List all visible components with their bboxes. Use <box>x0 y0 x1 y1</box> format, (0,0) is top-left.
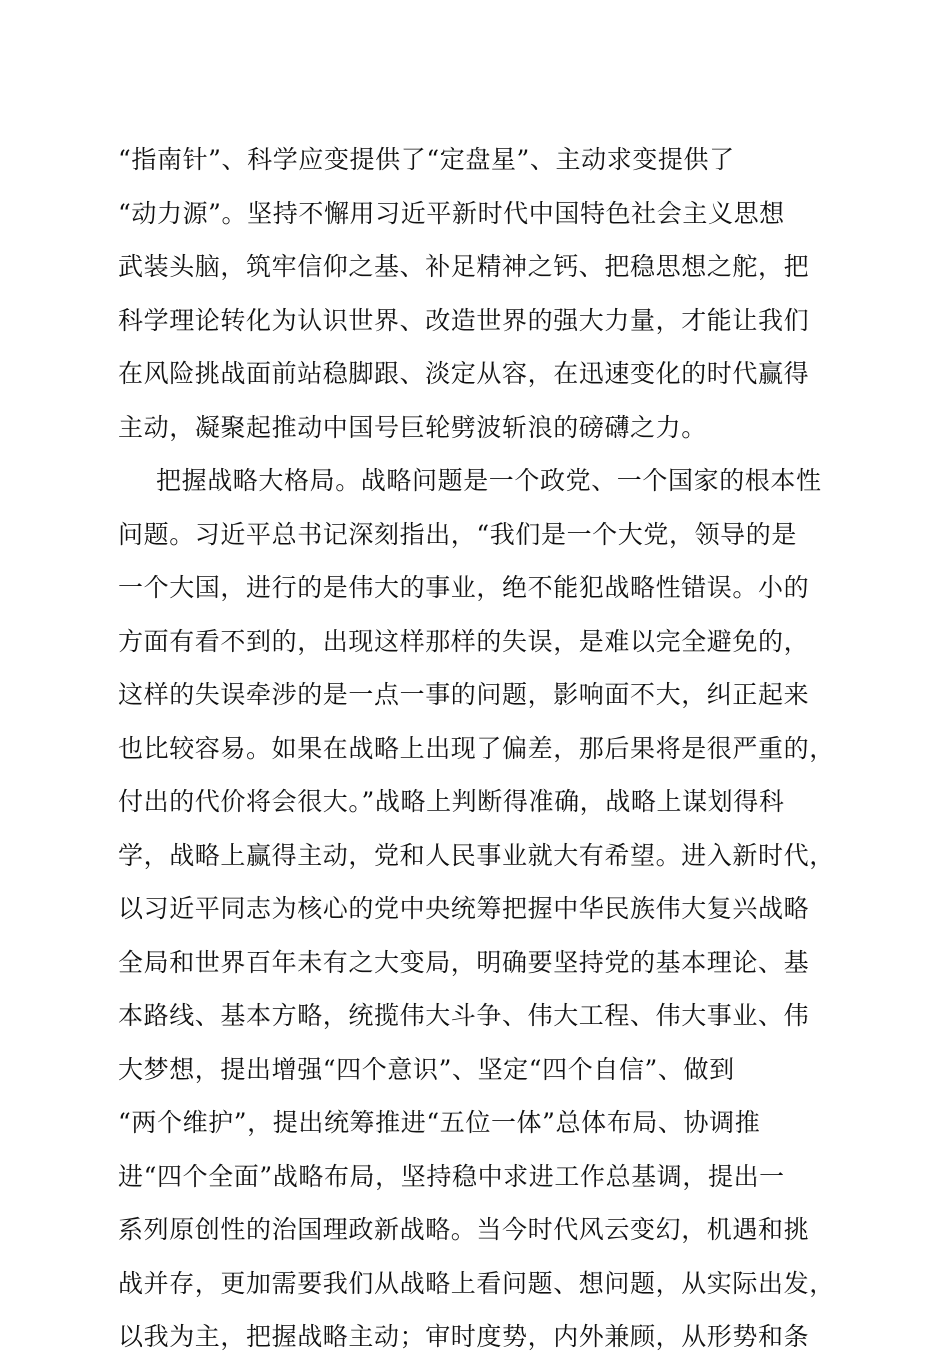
text-line: 这样的失误牵涉的是一点一事的问题，影响面不大，纠正起来 <box>118 680 810 709</box>
text-line: 付出的代价将会很大。”战略上判断得准确，战略上谋划得科 <box>118 787 785 816</box>
text-line: 在风险挑战面前站稳脚跟、淡定从容，在迅速变化的时代赢得 <box>118 359 810 388</box>
text-line: 以习近平同志为核心的党中央统筹把握中华民族伟大复兴战略 <box>118 894 810 923</box>
text-line: 武装头脑，筑牢信仰之基、补足精神之钙、把稳思想之舵，把 <box>118 252 810 281</box>
text-line: 本路线、基本方略，统揽伟大斗争、伟大工程、伟大事业、伟 <box>118 1001 810 1030</box>
text-line: 进“四个全面”战略布局，坚持稳中求进工作总基调，提出一 <box>118 1161 785 1191</box>
text-line: 问题。习近平总书记深刻指出，“我们是一个大党，领导的是 <box>118 519 797 549</box>
text-line: 科学理论转化为认识世界、改造世界的强大力量，才能让我们 <box>118 305 810 335</box>
body-text <box>118 133 835 1364</box>
text-line: “指南针”、科学应变提供了“定盘星”、主动求变提供了 <box>118 145 735 174</box>
text-line: 全局和世界百年未有之大变局，明确要坚持党的基本理论、基 <box>118 947 810 977</box>
text-line: 战并存，更加需要我们从战略上看问题、想问题，从实际出发， <box>118 1268 835 1298</box>
text-line: 学，战略上赢得主动，党和人民事业就大有希望。进入新时代， <box>118 840 835 870</box>
text-line: 方面有看不到的，出现这样那样的失误，是难以完全避免的， <box>118 626 810 656</box>
text-line: “动力源”。坚持不懈用习近平新时代中国特色社会主义思想 <box>118 198 785 228</box>
text-line: 主动，凝聚起推动中国号巨轮劈波斩浪的磅礴之力。 <box>118 412 707 442</box>
text-line: 系列原创性的治国理政新战略。当今时代风云变幻，机遇和挑 <box>118 1215 810 1244</box>
text-line: 大梦想，提出增强“四个意识”、坚定“四个自信”、做到 <box>118 1054 735 1084</box>
text-line: 也比较容易。如果在战略上出现了偏差，那后果将是很严重的， <box>118 733 835 763</box>
text-line: “两个维护”，提出统筹推进“五位一体”总体布局、协调推 <box>118 1108 761 1137</box>
paragraph-start-line: 把握战略大格局。战略问题是一个政党、一个国家的根本性 <box>156 466 822 495</box>
text-line: 一个大国，进行的是伟大的事业，绝不能犯战略性错误。小的 <box>118 573 810 602</box>
text-line: 以我为主，把握战略主动；审时度势，内外兼顾，从形势和条 <box>118 1322 810 1351</box>
